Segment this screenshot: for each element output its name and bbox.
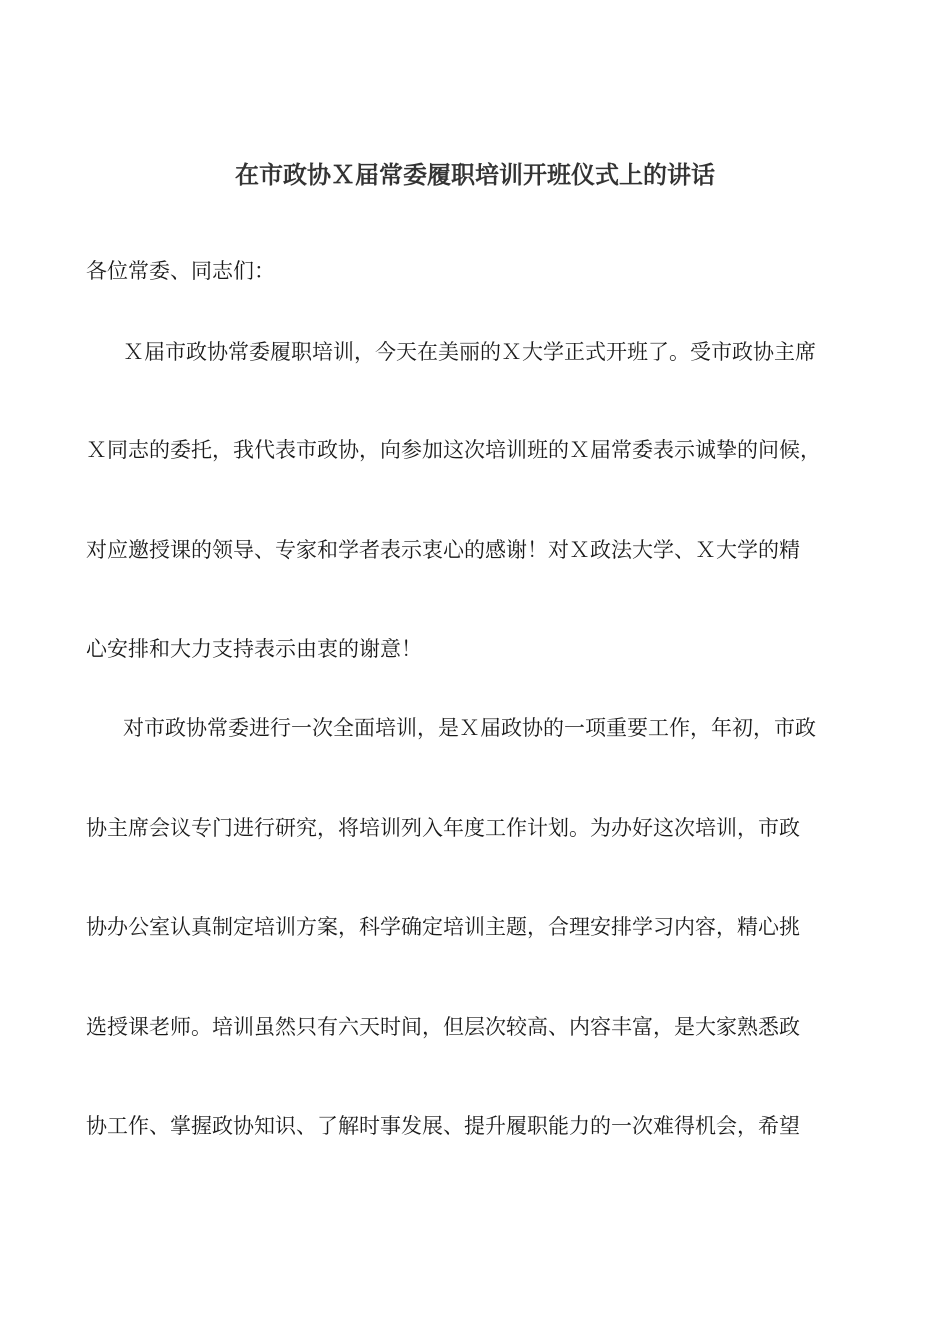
- salutation: 各位常委、同志们：: [86, 259, 275, 283]
- paragraph-line: 协办公室认真制定培训方案，科学确定培训主题，合理安排学习内容，精心挑: [86, 915, 800, 939]
- paragraph-line: 协主席会议专门进行研究，将培训列入年度工作计划。为办好这次培训，市政: [86, 816, 800, 840]
- paragraph-line: Ｘ届市政协常委履职培训，今天在美丽的Ｘ大学正式开班了。受市政协主席: [123, 340, 816, 364]
- document-title: 在市政协Ｘ届常委履职培训开班仪式上的讲话: [235, 161, 715, 189]
- paragraph-line: 对市政协常委进行一次全面培训，是Ｘ届政协的一项重要工作，年初，市政: [123, 716, 816, 740]
- paragraph-line: 对应邀授课的领导、专家和学者表示衷心的感谢！对Ｘ政法大学、Ｘ大学的精: [86, 538, 800, 562]
- paragraph-line: 协工作、掌握政协知识、了解时事发展、提升履职能力的一次难得机会，希望: [86, 1114, 800, 1138]
- paragraph-line: 选授课老师。培训虽然只有六天时间，但层次较高、内容丰富，是大家熟悉政: [86, 1015, 800, 1039]
- paragraph-line: Ｘ同志的委托，我代表市政协，向参加这次培训班的Ｘ届常委表示诚挚的问候，: [86, 438, 821, 462]
- paragraph-line: 心安排和大力支持表示由衷的谢意！: [86, 637, 422, 661]
